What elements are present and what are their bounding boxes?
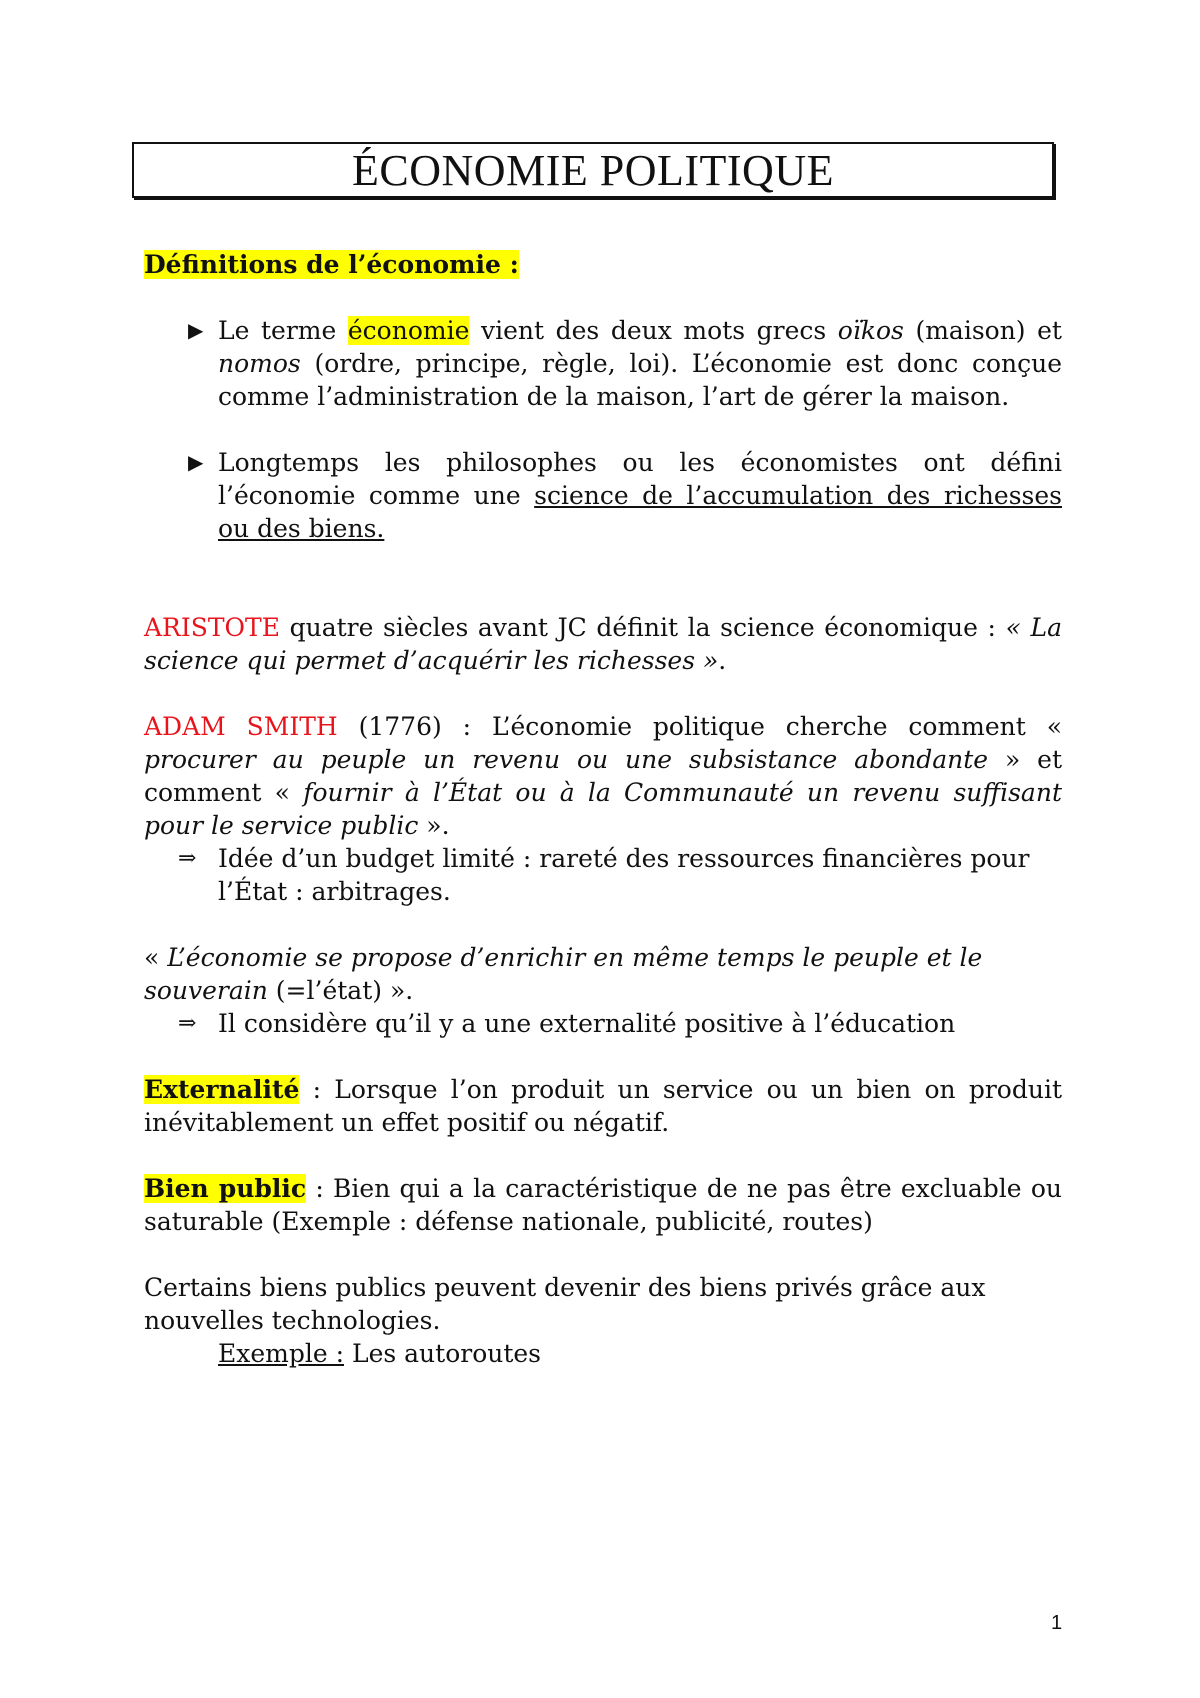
arrow-item-education: ⇒ Il considère qu’il y a une externalité positive à l’éducation: [178, 1009, 956, 1038]
page-title: ÉCONOMIE POLITIQUE: [352, 145, 834, 195]
paragraph-adam-smith: ADAM SMITH (1776) : L’économie politique cherche comment « procurer au peuple un revenu ou une subsistance abondante » et comment « fournir à l’État ou à la Communauté un revenu suffisant pour le service public ».: [144, 712, 1063, 840]
term-nomos: nomos: [218, 349, 301, 378]
quote-aristote: « La science qui permet d’acquérir les richesses »: [144, 613, 1062, 675]
title-box: [132, 142, 1054, 198]
example-label: Exemple :: [218, 1339, 345, 1368]
section-heading-text: Définitions de l’économie :: [144, 250, 519, 279]
term-oikos: oïkos: [837, 316, 904, 345]
highlighted-term-economie: économie: [347, 316, 470, 345]
name-adam-smith: ADAM SMITH: [144, 712, 338, 741]
implies-arrow-icon: ⇒: [178, 1011, 197, 1036]
page-number: 1: [1051, 1612, 1063, 1634]
implies-arrow-icon: ⇒: [178, 846, 197, 871]
underlined-definition: science de l’accumulation des richesses ou des biens.: [218, 481, 1062, 543]
example-autoroutes: Exemple : Les autoroutes: [218, 1339, 542, 1368]
term-bien-public: Bien public: [144, 1174, 307, 1203]
bullet-item-accumulation: ▶ Longtemps les philosophes ou les économistes ont défini l’économie comme une science de l’accumulation des richesses ou des biens.: [188, 448, 1062, 543]
paragraph-externalite: Externalité : Lorsque l’on produit un service ou un bien on produit inévitablement un effet positif ou négatif.: [144, 1075, 1062, 1137]
triangle-right-icon: ▶: [188, 450, 204, 474]
triangle-right-icon: ▶: [188, 318, 204, 342]
paragraph-bien-public: Bien public : Bien qui a la caractéristique de ne pas être excluable ou saturable (Exemple : défense nationale, publicité, routes): [144, 1174, 1062, 1236]
term-externalite: Externalité: [144, 1075, 300, 1104]
bullet-item-etymology: ▶ Le terme économie vient des deux mots grecs oïkos (maison) et nomos (ordre, principe, règle, loi). L’économie est donc conçue comme l’administration de la maison, l’art de gérer la maison.: [188, 316, 1062, 411]
paragraph-biens-prives: Certains biens publics peuvent devenir des biens privés grâce aux nouvelles technologies.: [144, 1273, 986, 1335]
arrow-item-budget: ⇒ Idée d’un budget limité : rareté des ressources financières pour l’État : arbitrages.: [178, 844, 1030, 906]
section-heading: [144, 248, 1062, 281]
name-aristote: ARISTOTE: [144, 613, 280, 642]
document-body: [144, 248, 1062, 1370]
paragraph-aristote: ARISTOTE quatre siècles avant JC définit la science économique : « La science qui permet d’acquérir les richesses ».: [144, 613, 1062, 675]
paragraph-quote-enrichir: « L’économie se propose d’enrichir en même temps le peuple et le souverain (=l’état) ».: [144, 943, 983, 1005]
